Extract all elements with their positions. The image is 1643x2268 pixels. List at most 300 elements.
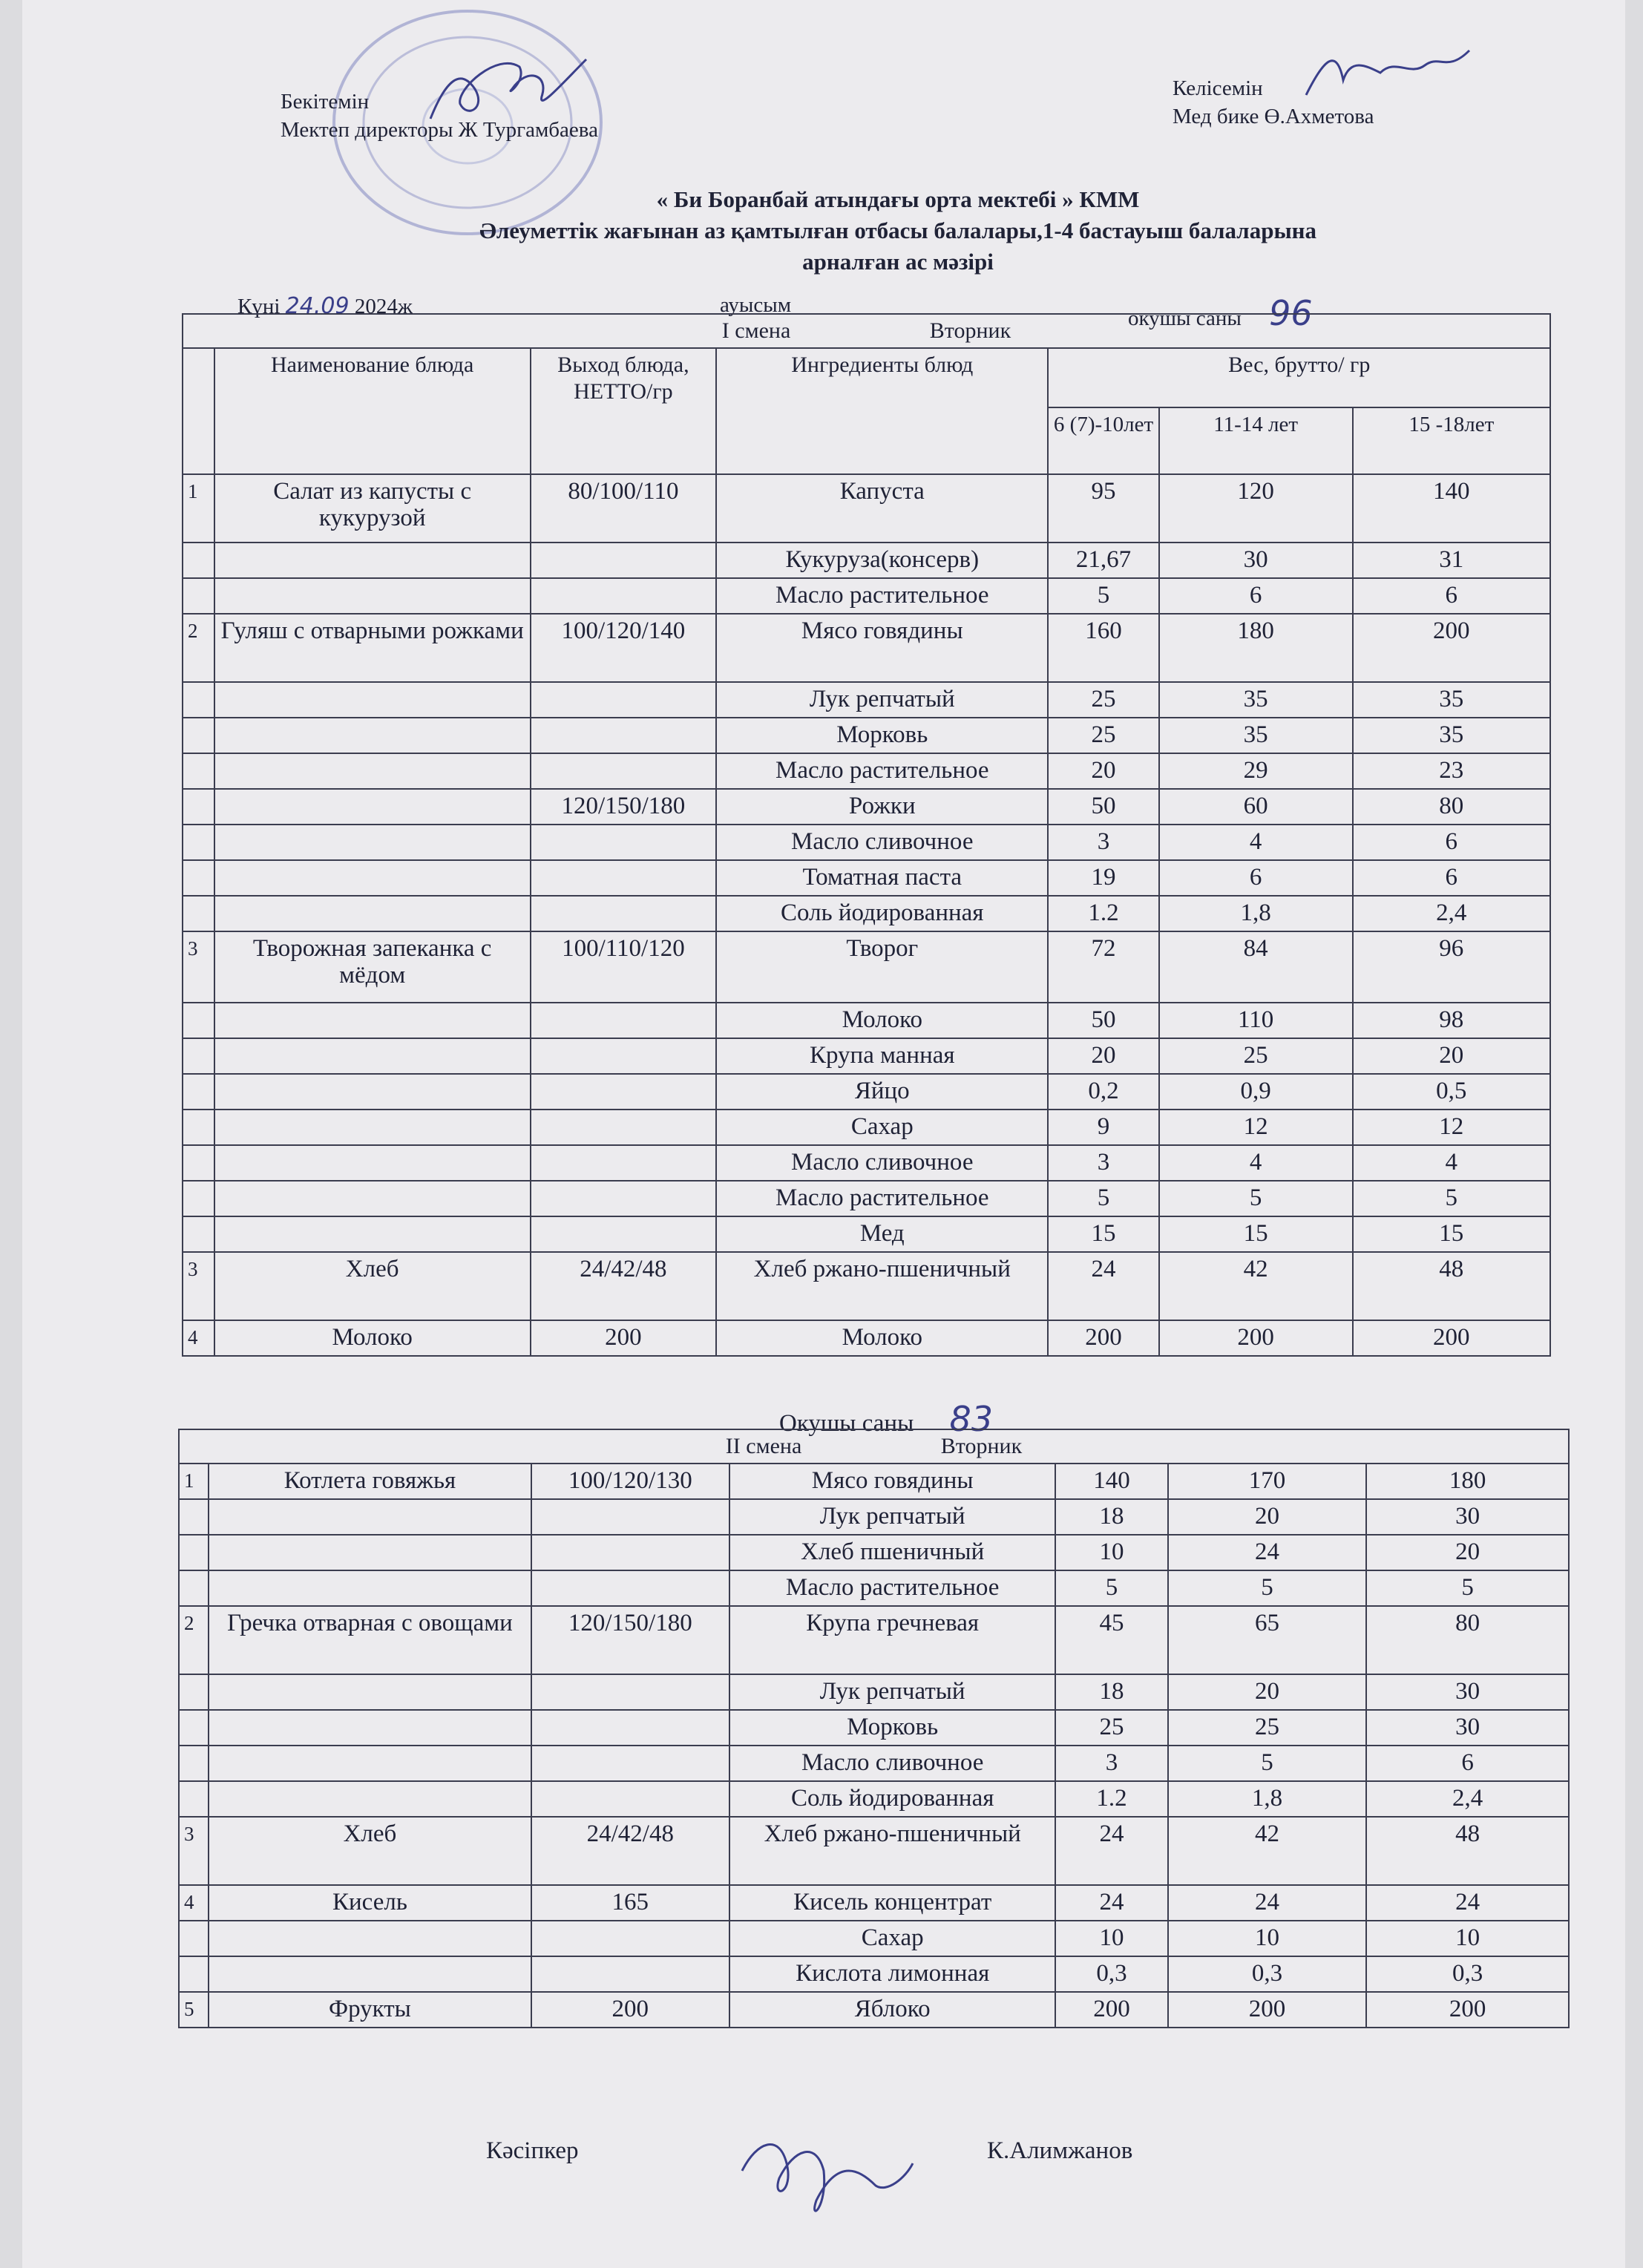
table-row [179,1817,1569,1885]
col-header-output: Выход блюда, НЕТТО/гр [531,348,716,474]
weight-age-6-10: 200 [1048,1320,1158,1356]
weight-age-11-14: 42 [1159,1252,1353,1320]
table-row [183,614,1550,682]
row-number: 2 [179,1606,209,1674]
row-number [183,825,214,860]
ingredient: Кислота лимонная [729,1956,1055,1992]
school-name: « Би Боранбай атындағы орта мектебі » КММ [656,186,1140,212]
weight-age-11-14: 12 [1159,1110,1353,1145]
weight-age-11-14: 1,8 [1168,1781,1367,1817]
dish-name [214,860,531,896]
dish-output [531,682,716,718]
weight-age-11-14: 110 [1159,1003,1353,1038]
weight-age-6-10: 1.2 [1048,896,1158,931]
menu-table-shift-2 [178,1429,1570,2028]
row-number: 1 [179,1464,209,1499]
dish-name [209,1570,531,1606]
table-row [179,1956,1569,1992]
dish-output [531,1535,730,1570]
dish-name [214,789,531,825]
weight-age-6-10: 25 [1055,1710,1167,1746]
weight-age-11-14: 35 [1159,718,1353,753]
weight-age-15-18: 35 [1353,682,1550,718]
table-row [183,789,1550,825]
dish-name [214,825,531,860]
table-row [179,1499,1569,1535]
dish-name [214,1110,531,1145]
row-number: 4 [183,1320,214,1356]
dish-output [531,543,716,578]
menu-table-shift-1 [182,313,1551,1357]
dish-output [531,578,716,614]
ingredient: Лук репчатый [729,1674,1055,1710]
ingredient: Сахар [729,1921,1055,1956]
weight-age-6-10: 3 [1055,1746,1167,1781]
dish-output [531,1956,730,1992]
row-number [183,543,214,578]
weight-age-6-10: 1.2 [1055,1781,1167,1817]
ingredient: Капуста [716,474,1048,543]
ingredient: Томатная паста [716,860,1048,896]
weight-age-6-10: 160 [1048,614,1158,682]
weight-age-6-10: 24 [1055,1817,1167,1885]
weight-age-6-10: 72 [1048,931,1158,1003]
ingredient: Сахар [716,1110,1048,1145]
footer-entrepreneur-label: Кәсіпкер [486,2137,579,2164]
ingredient: Морковь [716,718,1048,753]
ingredient: Лук репчатый [716,682,1048,718]
col-header-ingredients: Ингредиенты блюд [716,348,1048,474]
weight-age-15-18: 80 [1353,789,1550,825]
table-row [183,1252,1550,1320]
row-number: 1 [183,474,214,543]
dish-output: 165 [531,1885,730,1921]
dish-output: 100/120/130 [531,1464,730,1499]
weight-age-11-14: 42 [1168,1817,1367,1885]
dish-name: Хлеб [214,1252,531,1320]
dish-name [209,1746,531,1781]
ingredient: Морковь [729,1710,1055,1746]
table-row [183,860,1550,896]
table-row [179,1746,1569,1781]
table-row [183,718,1550,753]
dish-output [531,1710,730,1746]
ingredient: Соль йодированная [729,1781,1055,1817]
weight-age-11-14: 200 [1159,1320,1353,1356]
dish-output [531,896,716,931]
dish-name: Гуляш с отварными рожками [214,614,531,682]
date-handwritten: 24.09 [285,293,350,319]
row-number [183,896,214,931]
dish-output [531,860,716,896]
row-number [179,1535,209,1570]
dish-output [531,1181,716,1216]
weight-age-15-18: 6 [1353,860,1550,896]
weight-age-11-14: 6 [1159,860,1353,896]
weight-age-11-14: 180 [1159,614,1353,682]
ingredient: Масло сливочное [716,1145,1048,1181]
dish-output [531,1570,730,1606]
ingredient: Масло растительное [716,578,1048,614]
dish-name [214,1074,531,1110]
weight-age-15-18: 48 [1353,1252,1550,1320]
table-row [183,825,1550,860]
dish-output [531,1003,716,1038]
dish-name [214,1145,531,1181]
dish-name [214,753,531,789]
col-header-age3: 15 -18лет [1353,407,1550,474]
ingredient: Рожки [716,789,1048,825]
dish-name [214,543,531,578]
dish-name: Гречка отварная с овощами [209,1606,531,1674]
dish-name [209,1499,531,1535]
shift-row-2 [179,1429,1569,1464]
weight-age-15-18: 6 [1353,825,1550,860]
weight-age-6-10: 0,2 [1048,1074,1158,1110]
row-number [183,1145,214,1181]
weight-age-15-18: 6 [1353,578,1550,614]
weight-age-15-18: 200 [1353,614,1550,682]
dish-name: Салат из капусты с кукурузой [214,474,531,543]
weight-age-11-14: 30 [1159,543,1353,578]
ingredient: Масло растительное [729,1570,1055,1606]
weight-age-15-18: 20 [1366,1535,1569,1570]
row-number: 3 [183,931,214,1003]
weight-age-11-14: 24 [1168,1885,1367,1921]
weight-age-11-14: 5 [1159,1181,1353,1216]
weight-age-15-18: 35 [1353,718,1550,753]
table-row [183,1216,1550,1252]
ingredient: Лук репчатый [729,1499,1055,1535]
weight-age-6-10: 18 [1055,1499,1167,1535]
dish-name: Фрукты [209,1992,531,2028]
weight-age-15-18: 140 [1353,474,1550,543]
dish-name [214,682,531,718]
weight-age-11-14: 4 [1159,825,1353,860]
dish-output [531,1038,716,1074]
menu-subtitle-2: арналған ас мәзірі [802,249,994,275]
ingredient: Молоко [716,1320,1048,1356]
weight-age-11-14: 5 [1168,1570,1367,1606]
weight-age-15-18: 10 [1366,1921,1569,1956]
row-number [183,1038,214,1074]
weight-age-11-14: 24 [1168,1535,1367,1570]
weight-age-6-10: 200 [1055,1992,1167,2028]
weight-age-6-10: 20 [1048,1038,1158,1074]
dish-name [214,1003,531,1038]
weight-age-11-14: 84 [1159,931,1353,1003]
table-row [183,1003,1550,1038]
ingredient: Молоко [716,1003,1048,1038]
row-number [179,1956,209,1992]
weight-age-15-18: 180 [1366,1464,1569,1499]
weight-age-15-18: 2,4 [1353,896,1550,931]
col-header-name: Наименование блюда [214,348,531,474]
weight-age-15-18: 20 [1353,1038,1550,1074]
dish-name [214,718,531,753]
weight-age-6-10: 5 [1055,1570,1167,1606]
weight-age-6-10: 24 [1055,1885,1167,1921]
table-row [179,1674,1569,1710]
director-signature [416,37,594,134]
weight-age-11-14: 0,3 [1168,1956,1367,1992]
shift-day: Вторник [929,318,1011,343]
table-row [183,1074,1550,1110]
weight-age-6-10: 9 [1048,1110,1158,1145]
dish-name: Молоко [214,1320,531,1356]
weight-age-11-14: 170 [1168,1464,1367,1499]
table-row [183,1181,1550,1216]
weight-age-6-10: 18 [1055,1674,1167,1710]
weight-age-15-18: 0,3 [1366,1956,1569,1992]
dish-output [531,718,716,753]
ingredient: Масло растительное [716,1181,1048,1216]
table-row [179,1570,1569,1606]
weight-age-15-18: 15 [1353,1216,1550,1252]
row-number [183,718,214,753]
weight-age-11-14: 25 [1168,1710,1367,1746]
weight-age-6-10: 50 [1048,789,1158,825]
dish-output [531,1746,730,1781]
table-row [183,1320,1550,1356]
weight-age-6-10: 21,67 [1048,543,1158,578]
dish-output [531,825,716,860]
table-row [183,578,1550,614]
col-header-weight: Вес, брутто/ гр [1048,348,1550,407]
weight-age-15-18: 80 [1366,1606,1569,1674]
table-row [179,1606,1569,1674]
dish-output [531,1781,730,1817]
weight-age-15-18: 4 [1353,1145,1550,1181]
row-number: 3 [183,1252,214,1320]
weight-age-6-10: 10 [1055,1921,1167,1956]
weight-age-15-18: 30 [1366,1674,1569,1710]
row-number [183,1181,214,1216]
row-number [179,1674,209,1710]
weight-age-11-14: 4 [1159,1145,1353,1181]
table-row [183,931,1550,1003]
table-row [179,1464,1569,1499]
weight-age-15-18: 96 [1353,931,1550,1003]
table-row [179,1535,1569,1570]
dish-output [531,1074,716,1110]
weight-age-6-10: 95 [1048,474,1158,543]
table-row [179,1992,1569,2028]
row-number [183,860,214,896]
menu-document [22,0,1625,2268]
row-number [179,1499,209,1535]
weight-age-15-18: 200 [1353,1320,1550,1356]
dish-output: 120/150/180 [531,1606,730,1674]
ingredient: Мясо говядины [729,1464,1055,1499]
row-number [183,1003,214,1038]
weight-age-11-14: 20 [1168,1674,1367,1710]
dish-name [214,896,531,931]
weight-age-11-14: 60 [1159,789,1353,825]
weight-age-6-10: 50 [1048,1003,1158,1038]
ingredient: Масло растительное [716,753,1048,789]
dish-name [214,1038,531,1074]
weight-age-15-18: 30 [1366,1499,1569,1535]
dish-output: 80/100/110 [531,474,716,543]
row-number [179,1570,209,1606]
table-row [183,474,1550,543]
weight-age-15-18: 23 [1353,753,1550,789]
second-students-label: Окушы саны [779,1410,914,1437]
table-row [183,753,1550,789]
ingredient: Мясо говядины [716,614,1048,682]
ingredient: Хлеб пшеничный [729,1535,1055,1570]
second-students-count: 83 [949,1399,994,1439]
table-row [183,896,1550,931]
row-number [183,1216,214,1252]
row-number [183,578,214,614]
weight-age-15-18: 0,5 [1353,1074,1550,1110]
header-row [183,348,1550,407]
table-row [179,1781,1569,1817]
weight-age-15-18: 2,4 [1366,1781,1569,1817]
ingredient: Хлеб ржано-пшеничный [716,1252,1048,1320]
row-number: 2 [183,614,214,682]
dish-output: 100/110/120 [531,931,716,1003]
dish-name: Творожная запеканка с мёдом [214,931,531,1003]
weight-age-11-14: 65 [1168,1606,1367,1674]
table-row [179,1710,1569,1746]
footer-entrepreneur-name: К.Алимжанов [987,2137,1133,2164]
table-row [183,1145,1550,1181]
weight-age-15-18: 48 [1366,1817,1569,1885]
weight-age-11-14: 1,8 [1159,896,1353,931]
weight-age-6-10: 3 [1048,1145,1158,1181]
dish-output [531,1216,716,1252]
table-row [183,1038,1550,1074]
row-number [183,1074,214,1110]
weight-age-11-14: 35 [1159,682,1353,718]
students-label: окушы саны [1128,307,1242,330]
weight-age-6-10: 24 [1048,1252,1158,1320]
weight-age-6-10: 25 [1048,718,1158,753]
dish-name [214,1181,531,1216]
weight-age-15-18: 200 [1366,1992,1569,2028]
shift-row [183,314,1550,348]
dish-name [209,1781,531,1817]
dish-name [209,1535,531,1570]
weight-age-6-10: 5 [1048,1181,1158,1216]
approve-right-label: Келісемін [1173,76,1263,100]
weight-age-11-14: 15 [1159,1216,1353,1252]
dish-output [531,1110,716,1145]
shift2-name: II смена [725,1434,802,1458]
ingredient: Творог [716,931,1048,1003]
dish-output: 200 [531,1992,730,2028]
dish-output: 24/42/48 [531,1817,730,1885]
row-number [179,1746,209,1781]
approve-left-name: Мектеп директоры Ж Тургамбаева [281,118,598,142]
dish-name: Хлеб [209,1817,531,1885]
weight-age-11-14: 5 [1168,1746,1367,1781]
date-label: Күні [237,295,281,318]
ingredient: Хлеб ржано-пшеничный [729,1817,1055,1885]
weight-age-6-10: 3 [1048,825,1158,860]
row-number [183,753,214,789]
weight-age-11-14: 6 [1159,578,1353,614]
weight-age-6-10: 45 [1055,1606,1167,1674]
weight-age-6-10: 5 [1048,578,1158,614]
menu-subtitle-1: Әлеуметтік жағынан аз қамтылған отбасы балалары,1-4 бастауыш балаларына [479,217,1317,243]
weight-age-15-18: 24 [1366,1885,1569,1921]
dish-name [214,1216,531,1252]
weight-age-11-14: 29 [1159,753,1353,789]
weight-age-6-10: 25 [1048,682,1158,718]
year: 2024ж [354,295,413,318]
dish-name [209,1710,531,1746]
nurse-signature [1299,36,1477,102]
students-count: 96 [1269,293,1313,333]
weight-age-6-10: 19 [1048,860,1158,896]
weight-age-6-10: 10 [1055,1535,1167,1570]
ingredient: Кисель концентрат [729,1885,1055,1921]
weight-age-15-18: 31 [1353,543,1550,578]
row-number [183,682,214,718]
dish-name [209,1674,531,1710]
document-title [267,184,1529,278]
weight-age-11-14: 10 [1168,1921,1367,1956]
ingredient: Мед [716,1216,1048,1252]
shift2-day: Вторник [940,1434,1023,1458]
ingredient: Масло сливочное [729,1746,1055,1781]
dish-output: 120/150/180 [531,789,716,825]
row-number [183,1110,214,1145]
row-number [179,1781,209,1817]
weight-age-15-18: 98 [1353,1003,1550,1038]
row-number [179,1710,209,1746]
dish-name: Кисель [209,1885,531,1921]
table-row [179,1885,1569,1921]
weight-age-15-18: 12 [1353,1110,1550,1145]
dish-name [214,578,531,614]
weight-age-15-18: 5 [1366,1570,1569,1606]
dish-name [209,1921,531,1956]
dish-output: 200 [531,1320,716,1356]
ingredient: Крупа гречневая [729,1606,1055,1674]
entrepreneur-signature [727,2119,920,2230]
weight-age-6-10: 20 [1048,753,1158,789]
ingredient: Кукуруза(консерв) [716,543,1048,578]
row-number [179,1921,209,1956]
weight-age-6-10: 0,3 [1055,1956,1167,1992]
table-row [183,543,1550,578]
ingredient: Крупа манная [716,1038,1048,1074]
row-number [183,789,214,825]
ingredient: Масло сливочное [716,825,1048,860]
dish-name: Котлета говяжья [209,1464,531,1499]
ingredient: Соль йодированная [716,896,1048,931]
row-number: 3 [179,1817,209,1885]
weight-age-15-18: 30 [1366,1710,1569,1746]
weight-age-11-14: 25 [1159,1038,1353,1074]
weight-age-15-18: 5 [1353,1181,1550,1216]
dish-output [531,753,716,789]
table-row [179,1921,1569,1956]
weight-age-6-10: 140 [1055,1464,1167,1499]
row-number: 5 [179,1992,209,2028]
col-header-age2: 11-14 лет [1159,407,1353,474]
shift-name: I смена [721,318,791,343]
dish-output [531,1145,716,1181]
dish-output [531,1921,730,1956]
ingredient: Яблоко [729,1992,1055,2028]
dish-output [531,1674,730,1710]
